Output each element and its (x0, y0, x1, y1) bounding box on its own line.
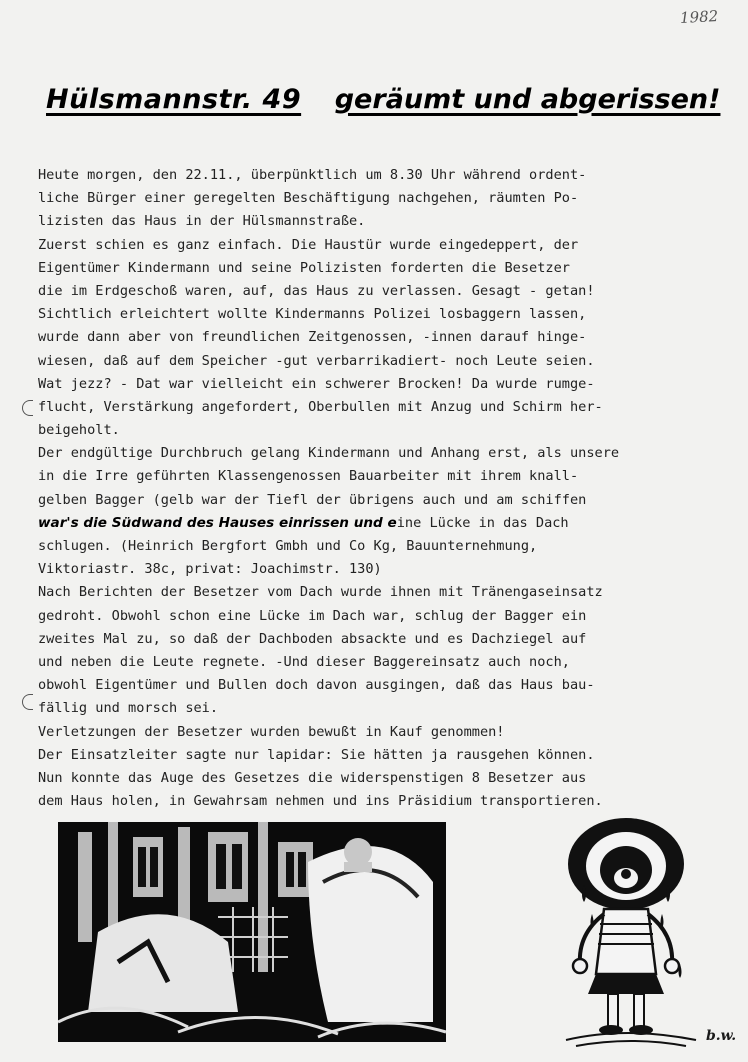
body-line: beigeholt. (38, 422, 120, 439)
body-line: Zuerst schien es ganz einfach. Die Haustür wurde eingedeppert, der (38, 236, 579, 253)
body-line: Nun konnte das Auge des Gesetzes die widerspenstigen 8 Besetzer aus (38, 769, 587, 786)
body-line: fällig und morsch sei. (38, 700, 219, 717)
body-line: Heute morgen, den 22.11., überpünktlich um 8.30 Uhr während ordent- (38, 167, 587, 183)
signature: b.w. (706, 1028, 737, 1044)
body-line: dem Haus holen, in Gewahrsam nehmen und ins Präsidium transportieren. (38, 793, 603, 810)
body-line: in die Irre geführten Klassengenossen Bauarbeiter mit ihrem knall- (38, 468, 579, 485)
crying-figure-graphic (556, 814, 736, 1054)
body-line: schlugen. (Heinrich Bergfort Gmbh und Co Kg, Bauunternehmung, (38, 538, 538, 554)
handwritten-insert: war's die Südwand des Hauses einrissen und e (38, 514, 397, 531)
body-line: liche Bürger einer geregelten Beschäftigung nachgehen, räumten Po- (38, 190, 579, 207)
body-line: Verletzungen der Besetzer wurden bewußt in Kauf genommen! (38, 723, 505, 740)
body-line: Wat jezz? - Dat war vielleicht ein schwerer Brocken! Da wurde rumge- (38, 375, 595, 392)
body-line: flucht, Verstärkung angefordert, Oberbullen mit Anzug und Schirm her- (38, 398, 603, 415)
body-line: gelben Bagger (gelb war der Tiefl der übrigens auch und am schiffen (38, 491, 587, 508)
headline-address: Hülsmannstr. 49 (46, 84, 302, 115)
body-line: Sichtlich erleichtert wollte Kindermanns Polizei losbaggern lassen, (38, 306, 587, 323)
body-line: obwohl Eigentümer und Bullen doch davon ausgingen, daß das Haus bau- (38, 677, 595, 694)
body-line: Der Einsatzleiter sagte nur lapidar: Sie hätten ja rausgehen können. (38, 746, 595, 763)
body-line-tail: ine Lücke in das Dach (396, 514, 569, 531)
body-line: gedroht. Obwohl schon eine Lücke im Dach war, schlug der Bagger ein (38, 607, 587, 624)
body-line: Der endgültige Durchbruch gelang Kindermann und Anhang erst, als unsere (38, 445, 620, 462)
year-mark: 1982 (679, 7, 719, 27)
body-line: Nach Berichten der Besetzer vom Dach wurde ihnen mit Tränengaseinsatz (38, 584, 603, 601)
punch-hole-mark (22, 400, 33, 416)
body-line: Eigentümer Kindermann und seine Polizisten forderten die Besetzer (38, 259, 570, 276)
body-line: wiesen, daß auf dem Speicher -gut verbarrikadiert- noch Leute seien. (38, 352, 595, 369)
body-line: lizisten das Haus in der Hülsmannstraße. (38, 213, 366, 230)
crying-figure-illustration (556, 814, 736, 1054)
punch-hole-mark (22, 694, 33, 710)
headline-statement: geräumt und abgerissen! (334, 84, 721, 115)
body-line: und neben die Leute regnete. -Und dieser Baggereinsatz auch noch, (38, 653, 570, 670)
photo-collage-graphic (58, 822, 446, 1042)
headline (46, 84, 746, 115)
body-line: zweites Mal zu, so daß der Dachboden absackte und es Dachziegel auf (38, 630, 587, 647)
body-line: wurde dann aber von freundlichen Zeitgenossen, -innen darauf hinge- (38, 329, 587, 346)
article-body (38, 164, 738, 813)
body-line-handwritten (38, 512, 738, 535)
body-line: Viktoriastr. 38c, privat: Joachimstr. 130) (38, 561, 382, 578)
photo-collage (58, 822, 446, 1042)
body-line: die im Erdgeschoß waren, auf, das Haus zu verlassen. Gesagt - getan! (38, 282, 595, 299)
